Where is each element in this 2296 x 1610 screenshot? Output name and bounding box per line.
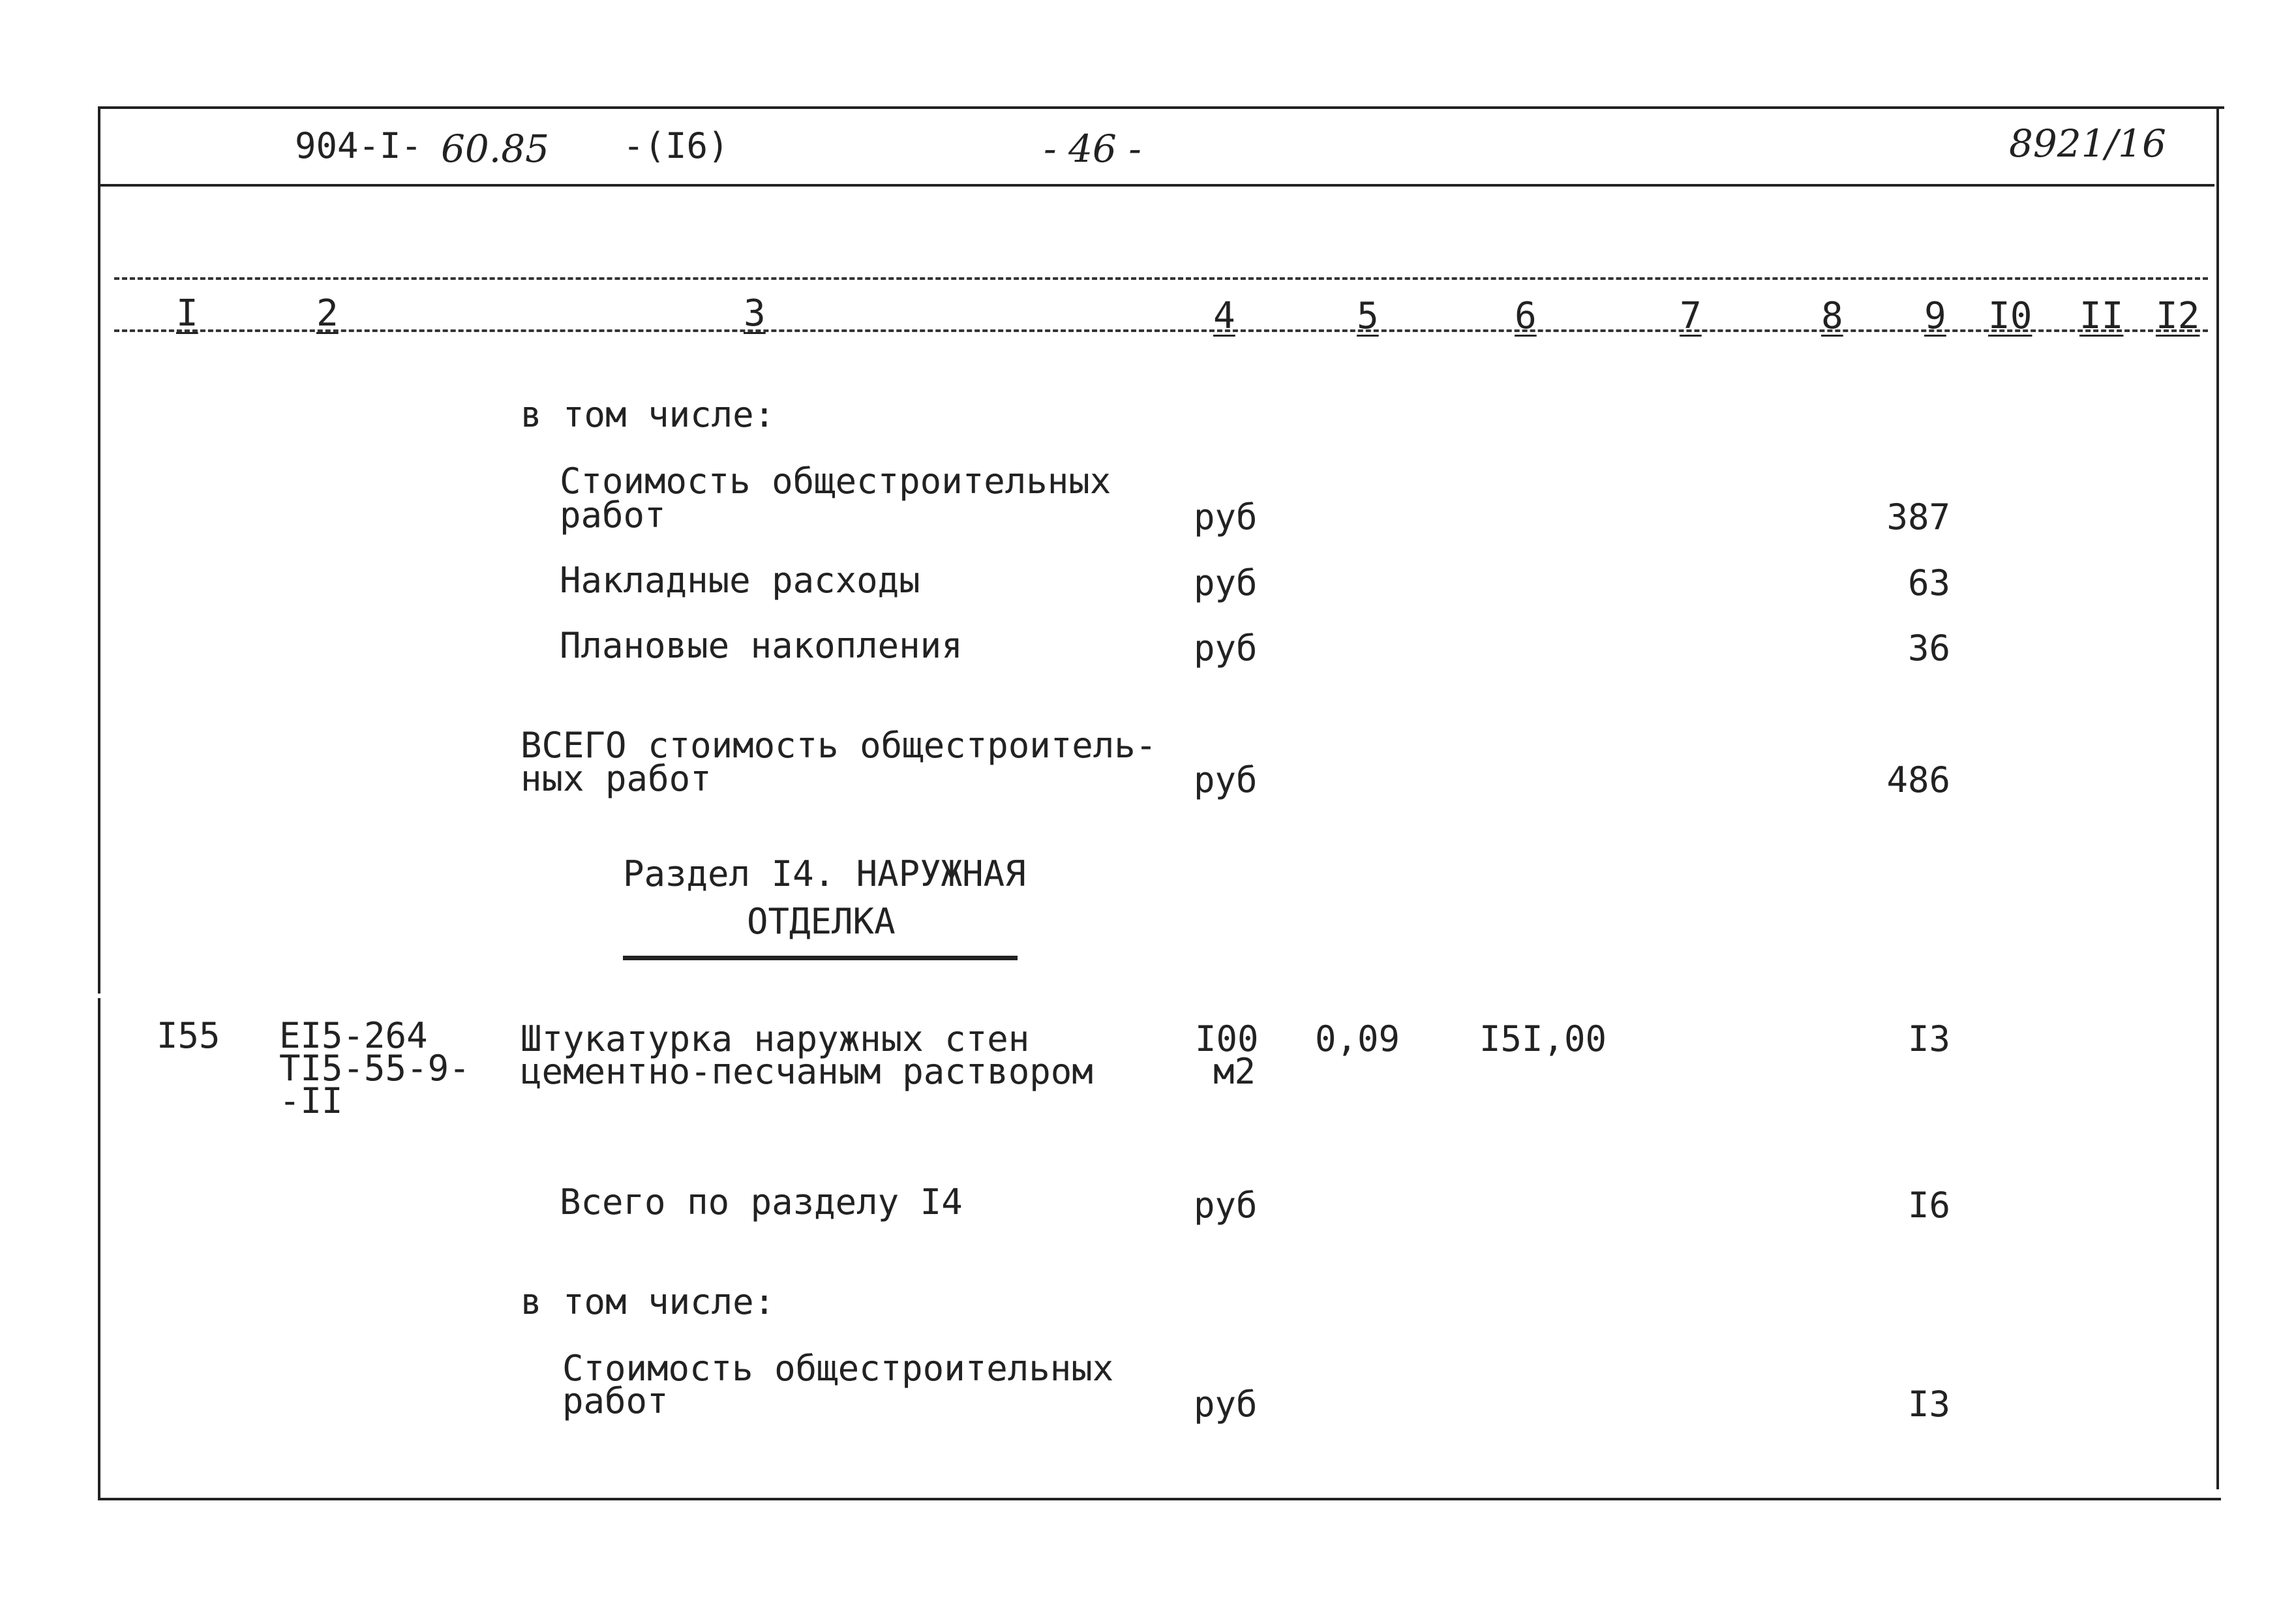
item-description-2: цементно-песчаным раствором <box>521 1051 1093 1092</box>
right-border <box>2216 106 2219 1489</box>
column-number-5: 5 <box>1357 295 1379 337</box>
total-construction-unit: руб <box>1194 759 1258 800</box>
column-number-12: I2 <box>2156 295 2200 337</box>
construction-cost-label: Стоимость общестроительных <box>560 461 1111 502</box>
total-construction-label-2: ных работ <box>521 758 712 799</box>
section-total-unit: руб <box>1194 1185 1258 1226</box>
construction-cost-unit: руб <box>1194 496 1258 538</box>
column-number-1: I <box>176 292 198 335</box>
column-dash-top <box>114 277 2208 280</box>
item-number: I55 <box>157 1015 220 1056</box>
item-unit: I00 <box>1195 1018 1259 1059</box>
total-construction-value: 486 <box>1886 759 1950 800</box>
item-code-3: -II <box>279 1080 343 1121</box>
column-number-6: 6 <box>1515 295 1537 337</box>
sheet-number-handwritten: 8921/16 <box>2009 121 2166 166</box>
bottom-border <box>98 1498 2221 1500</box>
item-total: I3 <box>1907 1018 1950 1059</box>
item-description: Штукатурка наружных стен <box>521 1018 1030 1059</box>
item-code-2: TI5-55-9- <box>279 1048 470 1089</box>
construction-cost-label-b: Стоимость общестроительных <box>562 1348 1114 1389</box>
construction-cost-value-b: I3 <box>1907 1384 1950 1425</box>
left-border-upper <box>98 106 100 994</box>
doc-prefix: 904-I- <box>295 125 423 166</box>
including-label-2: в том числе: <box>521 1281 776 1322</box>
section-total-label: Всего по разделу I4 <box>560 1181 963 1223</box>
top-border <box>98 106 2224 109</box>
column-number-4: 4 <box>1213 295 1235 337</box>
item-unit-price: I5I,00 <box>1479 1018 1607 1059</box>
construction-cost-label-b-2: работ <box>562 1380 669 1421</box>
section-heading-underline <box>623 956 1018 960</box>
column-number-10: I0 <box>1988 295 2032 337</box>
construction-cost-value: 387 <box>1886 496 1950 538</box>
page-number-handwritten: - 46 - <box>1044 127 1141 171</box>
planned-savings-value: 36 <box>1907 628 1950 669</box>
including-label: в том числе: <box>521 394 776 435</box>
construction-cost-label-2: работ <box>560 494 666 536</box>
planned-savings-unit: руб <box>1194 628 1258 669</box>
column-number-9: 9 <box>1924 295 1946 337</box>
construction-cost-unit-b: руб <box>1194 1384 1258 1425</box>
doc-suffix: -(I6) <box>623 125 729 166</box>
item-unit-2: м2 <box>1213 1051 1256 1092</box>
overhead-label: Накладные расходы <box>560 560 920 601</box>
column-dash-bottom <box>114 329 2208 332</box>
overhead-value: 63 <box>1907 562 1950 603</box>
column-number-3: 3 <box>744 292 766 335</box>
section-total-value: I6 <box>1907 1185 1950 1226</box>
column-number-11: II <box>2079 295 2124 337</box>
header-rule <box>98 184 2214 187</box>
item-code: EI5-264 <box>279 1015 428 1056</box>
column-number-8: 8 <box>1821 295 1843 337</box>
planned-savings-label: Плановые накопления <box>560 625 963 666</box>
doc-number-handwritten: 60.85 <box>441 127 550 171</box>
total-construction-label: ВСЕГО стоимость общестроитель- <box>521 725 1157 766</box>
left-border-lower <box>98 998 100 1500</box>
item-quantity: 0,09 <box>1315 1018 1400 1059</box>
section-heading-2: ОТДЕЛКА <box>747 901 896 942</box>
column-number-7: 7 <box>1680 295 1702 337</box>
overhead-unit: руб <box>1194 562 1258 603</box>
column-number-2: 2 <box>316 292 339 335</box>
section-heading: Раздел I4. НАРУЖНАЯ <box>623 853 1026 894</box>
